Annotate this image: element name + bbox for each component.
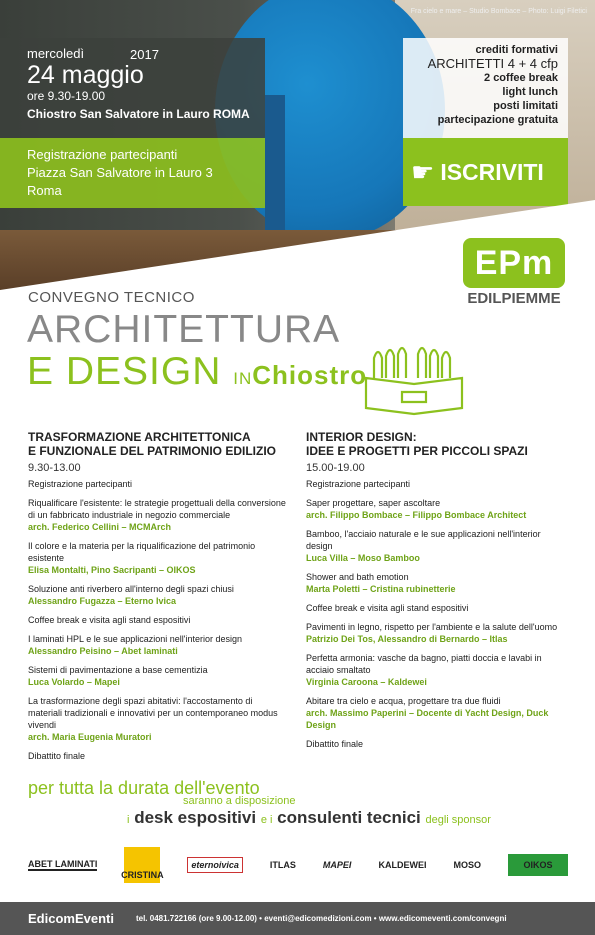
agenda-item-speaker: Elisa Montalti, Pino Sacripanti – OIKOS xyxy=(28,565,196,575)
info-coffee: 2 coffee break xyxy=(484,72,558,84)
agenda-item-text: Coffee break e visita agli stand espositivi xyxy=(28,615,191,625)
agenda-item-text: Saper progettare, saper ascoltare xyxy=(306,498,441,508)
agenda-item-speaker: Marta Poletti – Cristina rubinetterie xyxy=(306,584,456,594)
agenda-item xyxy=(28,540,288,576)
info-limited: posti limitati xyxy=(493,100,558,112)
session-afternoon-title: INTERIOR DESIGN: IDEE E PROGETTI PER PICCOLI SPAZI xyxy=(306,430,528,458)
session-morning-time: 9.30-13.00 xyxy=(28,462,81,474)
duration-line: per tutta la durata dell'evento xyxy=(28,778,260,798)
registration-line: Registrazione partecipanti xyxy=(27,147,178,162)
agenda-item-text: Perfetta armonia: vasche da bagno, piatti doccia e lavabi in acciaio smaltato xyxy=(306,653,542,675)
agenda-item-text: Registrazione partecipanti xyxy=(306,479,411,489)
sponsor-mapei: MAPEI xyxy=(322,860,352,870)
register-label: ISCRIVITI xyxy=(440,158,544,185)
agenda-item xyxy=(306,478,566,490)
agenda-item-text: Dibattito finale xyxy=(28,751,86,761)
agenda-item-text: Bamboo, l'acciaio naturale e le sue applicazioni nell'interior design xyxy=(306,529,541,551)
agenda-item xyxy=(28,497,288,533)
agenda-item-speaker: arch. Federico Cellini – MCMArch xyxy=(28,522,172,532)
sponsor-eternoivica: eternoivica xyxy=(187,857,243,873)
title-design: E DESIGN xyxy=(27,350,222,393)
register-button[interactable] xyxy=(403,138,568,206)
agenda-item xyxy=(28,478,288,490)
title-line1: ARCHITETTURA xyxy=(27,308,341,351)
date-box xyxy=(0,38,265,138)
sponsor-oikos: OIKOS xyxy=(508,854,568,876)
event-date: 24 maggio xyxy=(27,61,144,89)
footer-contact[interactable]: tel. 0481.722166 (ore 9.00-12.00) • eventi@edicomedizioni.com • www.edicomeventi.com/convegni xyxy=(135,914,507,923)
agenda-item-text: Il colore e la materia per la riqualificazione del patrimonio esistente xyxy=(28,541,256,563)
session-afternoon-time: 15.00-19.00 xyxy=(306,462,365,474)
agenda-item xyxy=(306,571,566,595)
agenda-item xyxy=(28,695,288,743)
agenda-item xyxy=(28,750,288,762)
event-place: Chiostro San Salvatore in Lauro ROMA xyxy=(27,107,250,121)
sponsor-abet: ABET LAMINATI xyxy=(28,859,98,869)
footer-bar xyxy=(0,902,595,935)
info-lunch: light lunch xyxy=(502,86,558,98)
sponsor-logos xyxy=(28,845,568,885)
agenda-item-speaker: arch. Maria Eugenia Muratori xyxy=(28,732,152,742)
info-box xyxy=(403,38,568,138)
agenda-item-text: Abitare tra cielo e acqua, progettare tra due fluidi xyxy=(306,696,501,706)
session-morning-items xyxy=(28,478,288,762)
agenda-item-speaker: Alessandro Peisino – Abet laminati xyxy=(28,646,178,656)
cloister-illustration xyxy=(360,332,468,416)
agenda-item-text: Shower and bath emotion xyxy=(306,572,409,582)
agenda-item xyxy=(306,695,566,731)
registration-address: Piazza San Salvatore in Lauro 3 xyxy=(27,165,213,180)
agenda-item-text: Registrazione partecipanti xyxy=(28,479,133,489)
session-morning xyxy=(28,430,288,762)
info-credits: crediti formativi xyxy=(475,44,558,56)
agenda-item-speaker: arch. Filippo Bombace – Filippo Bombace Architect xyxy=(306,510,527,520)
agenda-item-speaker: arch. Massimo Paperini – Docente di Yacht Design, Duck Design xyxy=(306,708,549,730)
event-year: 2017 xyxy=(130,47,159,62)
photo-credit: Fra cielo e mare – Studio Bombace – Photo: Luigi Filetici xyxy=(410,8,587,15)
agenda-item xyxy=(306,738,566,750)
agenda-item-text: La trasformazione degli spazi abitativi: l'accostamento di materiali tradizionali e innovativi per un contemporaneo modus vivendi xyxy=(28,696,278,730)
agenda-item-text: Soluzione anti riverbero all'interno degli spazi chiusi xyxy=(28,584,234,594)
logo-mark: EPm xyxy=(463,238,565,288)
pointing-hand-icon: ☛ xyxy=(411,156,435,187)
logo-brand: EDILPIEMME xyxy=(467,290,561,307)
agenda-item-speaker: Virginia Caroona – Kaldewei xyxy=(306,677,427,687)
info-free: partecipazione gratuita xyxy=(437,114,558,126)
agenda-item-text: I laminati HPL e le sue applicazioni nell'interior design xyxy=(28,634,243,644)
agenda-item-speaker: Luca Villa – Moso Bamboo xyxy=(306,553,420,563)
footer-brand: EdicomEventi xyxy=(28,911,114,926)
agenda-item-speaker: Patrizio Dei Tos, Alessandro di Bernardo – Itlas xyxy=(306,634,508,644)
registration-box xyxy=(0,138,265,208)
session-afternoon-items xyxy=(306,478,566,750)
agenda-item xyxy=(28,583,288,607)
event-day: mercoledì xyxy=(27,46,85,61)
agenda-item-text: Pavimenti in legno, rispetto per l'ambiente e la salute dell'uomo xyxy=(306,622,558,632)
agenda-item-text: Riqualificare l'esistente: le strategie progettuali della conversione di un fabbricato industriale in negozio commerciale xyxy=(28,498,286,520)
agenda-item-text: Dibattito finale xyxy=(306,739,364,749)
session-morning-title: TRASFORMAZIONE ARCHITETTONICA E FUNZIONALE DEL PATRIMONIO EDILIZIO xyxy=(28,430,276,458)
availability-line: saranno a disposizione xyxy=(183,795,296,807)
registration-city: Roma xyxy=(27,183,62,198)
title-chiostro: Chiostro xyxy=(252,360,368,390)
session-afternoon xyxy=(306,430,566,750)
agenda-item xyxy=(306,621,566,645)
agenda-item xyxy=(28,614,288,626)
desk-line: i desk espositivi e i consulenti tecnici degli sponsor xyxy=(127,808,491,827)
sponsor-moso: MOSO xyxy=(453,860,481,870)
title-in: IN xyxy=(233,369,253,388)
agenda-item xyxy=(306,497,566,521)
event-hours: ore 9.30-19.00 xyxy=(27,89,106,103)
title-kicker: CONVEGNO TECNICO xyxy=(28,289,195,306)
sponsor-itlas: ITLAS xyxy=(269,860,296,870)
sponsor-cristina: CRISTINA xyxy=(124,847,160,883)
title-line2 xyxy=(27,350,367,394)
agenda-item xyxy=(306,528,566,564)
agenda-item-text: Sistemi di pavimentazione a base cementizia xyxy=(28,665,208,675)
agenda-item-text: Coffee break e visita agli stand espositivi xyxy=(306,603,469,613)
agenda-item xyxy=(306,602,566,614)
sponsor-kaldewei: KALDEWEI xyxy=(378,860,427,870)
agenda-item xyxy=(28,664,288,688)
agenda-item xyxy=(306,652,566,688)
info-architects: ARCHITETTI 4 + 4 cfp xyxy=(427,56,558,71)
agenda-item-speaker: Luca Volardo – Mapei xyxy=(28,677,120,687)
agenda-item xyxy=(28,633,288,657)
edilpiemme-logo xyxy=(463,238,565,307)
agenda-item-speaker: Alessandro Fugazza – Eterno Ivica xyxy=(28,596,177,606)
